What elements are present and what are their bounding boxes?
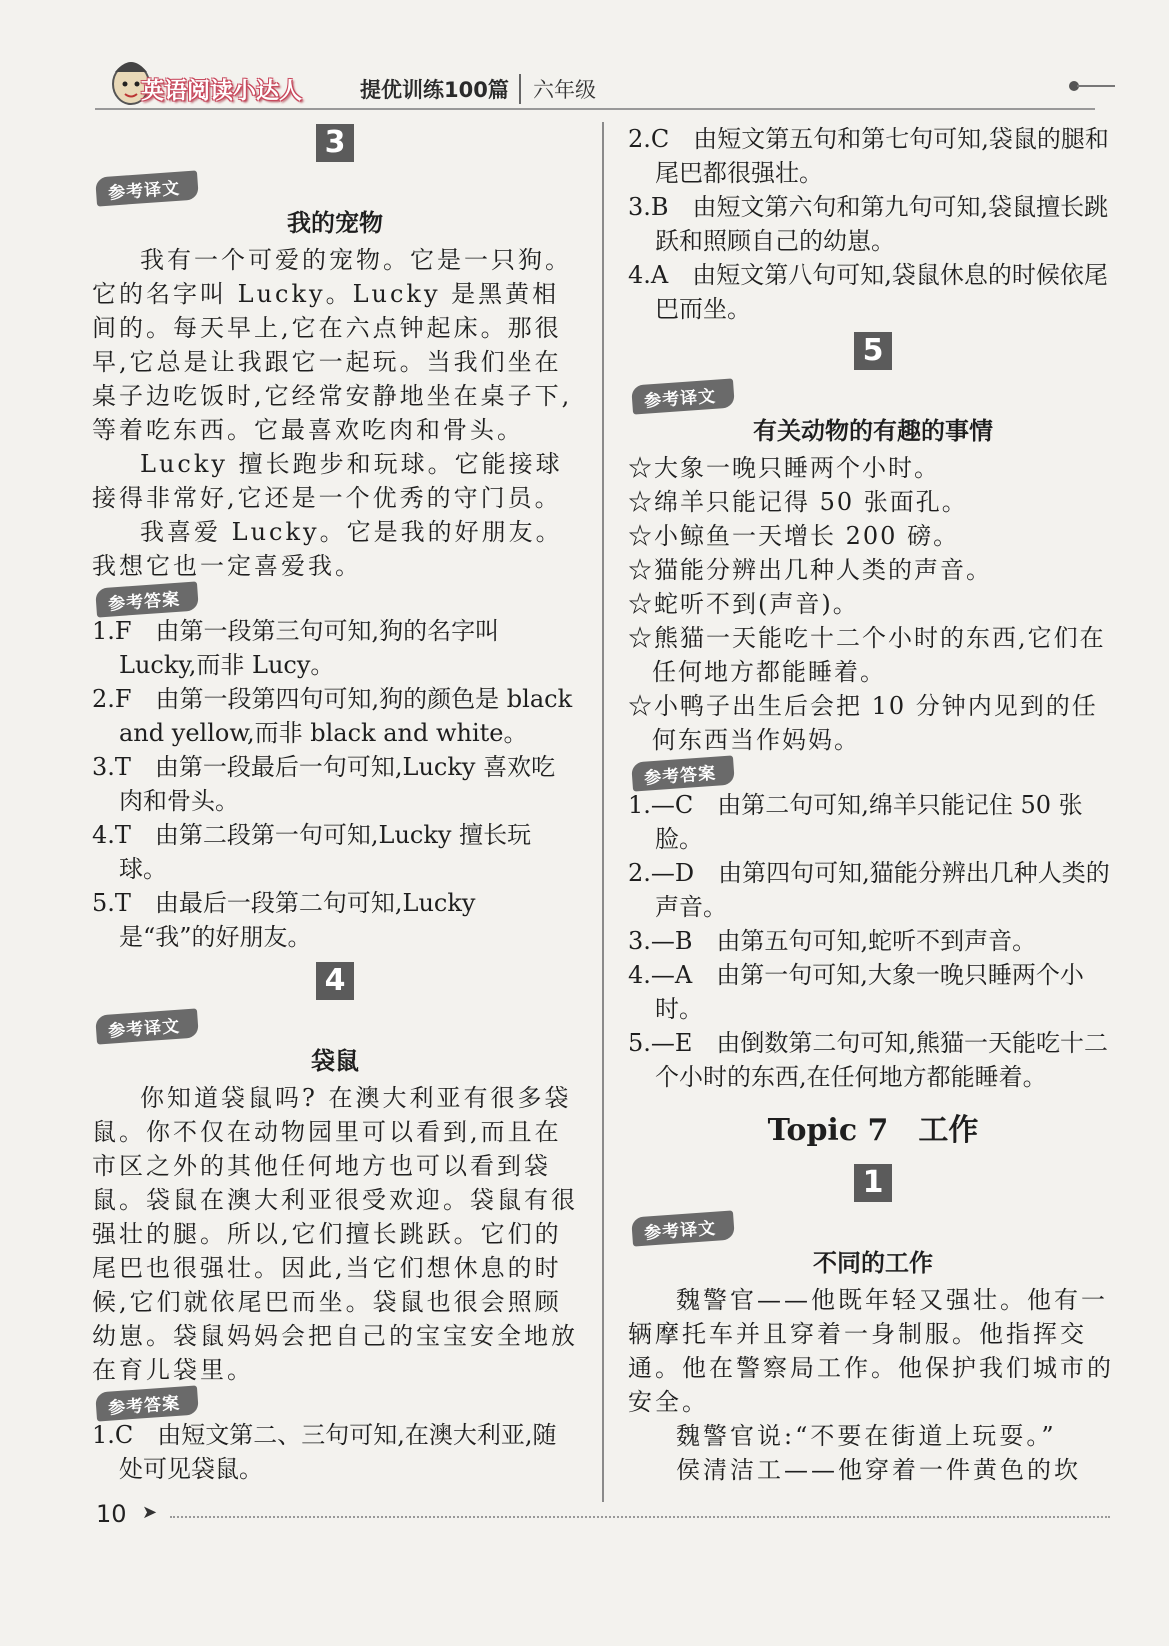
answer-item: 3.B 由短文第六句和第九句可知,袋鼠擅长跳跃和照顾自己的幼崽。 bbox=[628, 193, 1109, 255]
section-number: 3 bbox=[316, 124, 354, 162]
header-dash bbox=[1077, 85, 1115, 87]
column-divider bbox=[602, 122, 604, 1502]
answer-item: 2.—D 由第四句可知,猫能分辨出几种人类的声音。 bbox=[628, 859, 1110, 921]
answer-item: 2.C 由短文第五句和第七句可知,袋鼠的腿和尾巴都很强壮。 bbox=[628, 125, 1109, 187]
section-number: 5 bbox=[854, 332, 892, 370]
answer-tag: 参考答案 bbox=[95, 581, 199, 617]
arrow-right-icon: ➤ bbox=[142, 1502, 158, 1523]
fact-item: ☆绵羊只能记得 50 张面孔。 bbox=[628, 488, 968, 516]
passage-title: 我的宠物 bbox=[287, 209, 383, 237]
section-5-heading bbox=[628, 330, 1118, 380]
right-column bbox=[628, 122, 1118, 1487]
answer-tag: 参考答案 bbox=[95, 1385, 199, 1421]
answer-item: 3.—B 由第五句可知,蛇听不到声音。 bbox=[628, 927, 1037, 955]
passage-paragraph: 我喜爱 Lucky。它是我的好朋友。我想它也一定喜爱我。 bbox=[92, 518, 563, 580]
fact-item: ☆蛇听不到(声音)。 bbox=[628, 590, 859, 618]
passage-paragraph: 我有一个可爱的宠物。它是一只狗。它的名字叫 Lucky。Lucky 是黑黄相间的。每天早上,它在六点钟起床。那很早,它总是让我跟它一起玩。当我们坐在桌子边吃饭时,它经常安静地坐在桌子下,等着吃东西。它最喜欢吃肉和骨头。 bbox=[92, 246, 573, 444]
passage-title: 袋鼠 bbox=[311, 1047, 359, 1075]
passage-paragraph: 魏警官说:“不要在街道上玩耍。” bbox=[676, 1422, 1057, 1450]
passage-paragraph: 魏警官——他既年轻又强壮。他有一辆摩托车并且穿着一身制服。他指挥交通。他在警察局工作。他保护我们城市的安全。 bbox=[628, 1286, 1114, 1416]
section-number: 4 bbox=[316, 962, 354, 1000]
book-subtitle: 提优训练100篇 bbox=[360, 78, 509, 102]
translation-tag: 参考译文 bbox=[95, 170, 199, 206]
section-number: 1 bbox=[854, 1164, 892, 1202]
answer-item: 4.A 由短文第八句可知,袋鼠休息的时候依尾巴而坐。 bbox=[628, 261, 1108, 323]
translation-tag: 参考译文 bbox=[631, 378, 735, 414]
answer-item: 4.—A 由第一句可知,大象一晚只睡两个小时。 bbox=[628, 961, 1084, 1023]
answer-item: 5.—E 由倒数第二句可知,熊猫一天能吃十二个小时的东西,在任何地方都能睡着。 bbox=[628, 1029, 1109, 1091]
grade-label: 六年级 bbox=[519, 74, 596, 104]
fact-item: ☆大象一晚只睡两个小时。 bbox=[628, 454, 940, 482]
topic-heading: Topic 7 工作 bbox=[767, 1113, 979, 1148]
passage-title: 有关动物的有趣的事情 bbox=[753, 417, 993, 445]
page-number: 10 bbox=[96, 1500, 127, 1528]
answer-item: 2.F 由第一段第四句可知,狗的颜色是 black and yellow,而非 black and white。 bbox=[92, 685, 573, 747]
answer-item: 3.T 由第一段最后一句可知,Lucky 喜欢吃肉和骨头。 bbox=[92, 753, 556, 815]
passage-title: 不同的工作 bbox=[813, 1249, 933, 1277]
passage-paragraph: 你知道袋鼠吗? 在澳大利亚有很多袋鼠。你不仅在动物园里可以看到,而且在市区之外的其他任何地方也可以看到袋鼠。袋鼠在澳大利亚很受欢迎。袋鼠有很强壮的腿。所以,它们擅长跳跃。它们的尾巴也很强壮。因此,当它们想休息的时候,它们就依尾巴而坐。袋鼠也很会照顾幼崽。袋鼠妈妈会把自己的宝宝安全地放在育儿袋里。 bbox=[92, 1084, 578, 1384]
fact-item: ☆小鸭子出生后会把 10 分钟内见到的任何东西当作妈妈。 bbox=[628, 692, 1098, 754]
translation-tag: 参考译文 bbox=[95, 1008, 199, 1044]
section-3-heading bbox=[92, 122, 578, 172]
answer-item: 1.—C 由第二句可知,绵羊只能记住 50 张脸。 bbox=[628, 791, 1083, 853]
header-rule bbox=[95, 108, 1095, 110]
answer-item: 1.C 由短文第二、三句可知,在澳大利亚,随处可见袋鼠。 bbox=[92, 1421, 557, 1483]
footer-rule bbox=[170, 1516, 1110, 1518]
answer-item: 1.F 由第一段第三句可知,狗的名字叫 Lucky,而非 Lucy。 bbox=[92, 617, 500, 679]
fact-item: ☆猫能分辨出几种人类的声音。 bbox=[628, 556, 992, 584]
passage-paragraph: 侯清洁工——他穿着一件黄色的坎 bbox=[676, 1456, 1081, 1484]
fact-item: ☆熊猫一天能吃十二个小时的东西,它们在任何地方都能睡着。 bbox=[628, 624, 1106, 686]
section-4-heading bbox=[92, 960, 578, 1010]
topic7-section-1-heading bbox=[628, 1162, 1118, 1212]
fact-item: ☆小鲸鱼一天增长 200 磅。 bbox=[628, 522, 960, 550]
page-header bbox=[95, 60, 1115, 120]
brand-title: 英语阅读小达人 bbox=[141, 78, 302, 104]
passage-paragraph: Lucky 擅长跑步和玩球。它能接球接得非常好,它还是一个优秀的守门员。 bbox=[92, 450, 563, 512]
left-column bbox=[92, 122, 578, 1486]
answer-item: 5.T 由最后一段第二句可知,Lucky 是“我”的好朋友。 bbox=[92, 889, 476, 951]
translation-tag: 参考译文 bbox=[631, 1210, 735, 1246]
answer-tag: 参考答案 bbox=[631, 755, 735, 791]
answer-item: 4.T 由第二段第一句可知,Lucky 擅长玩球。 bbox=[92, 821, 532, 883]
